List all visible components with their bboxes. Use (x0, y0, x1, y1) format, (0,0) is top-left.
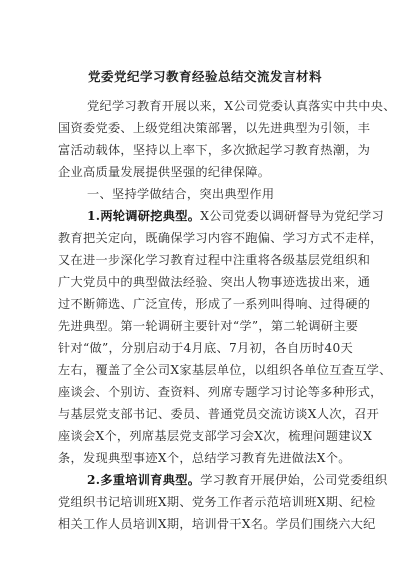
paragraph-line: 党纪学习教育开展以来，X公司党委认真落实中共中央、 (87, 99, 396, 113)
paragraph-line: 企业高质量发展提供坚强的纪律保障。 (58, 165, 271, 179)
paragraph-line: 过不断筛选、广泛宣传，形成了一系列叫得响、过得硬的 (58, 297, 371, 311)
paragraph-line: 先进典型。第一轮调研主要针对“学”，第二轮调研主要 (58, 319, 359, 333)
item-1-text: X公司党委以调研督导为党纪学习 (200, 209, 385, 223)
paragraph-line: 又在进一步深化学习教育过程中注重将各级基层党组织和 (58, 253, 371, 267)
item-1-heading: 1.两轮调研挖典型。 (87, 209, 201, 223)
paragraph-line: 左右，覆盖了全公司X家基层单位，以组织各单位互查互学、 (58, 363, 392, 377)
item-2-line (87, 473, 388, 487)
paragraph-line: 条，发现典型事迹X个，总结学习教育先进做法X个。 (58, 451, 351, 465)
item-1-line (87, 209, 384, 223)
paragraph-line: 富活动载体，坚持以上率下，多次掀起学习教育热潮，为 (58, 143, 371, 157)
paragraph-line: 座谈会X个，列席基层党支部学习会X次，梳理问题建议X (58, 429, 373, 443)
paragraph-line: 教育把关定向，既确保学习内容不跑偏、学习方式不走样， (58, 231, 383, 245)
item-2-heading: 2.多重培训育典型。 (87, 473, 201, 487)
paragraph-line: 国资委党委、上级党组决策部署，以先进典型为引领，丰 (58, 121, 371, 135)
section-heading: 一、坚持学做结合，突出典型作用 (87, 187, 275, 201)
paragraph-line: 广大党员中的典型做法经验、突出人物事迹选拔出来，通 (58, 275, 371, 289)
paragraph-line: 针对“做”，分别启动于4月底、7月初，各自历时40天 (58, 341, 354, 355)
item-2-text: 学习教育开展伊始，公司党委组织 (200, 473, 388, 487)
paragraph-line: 与基层党支部书记、委员、普通党员交流访谈X人次，召开 (58, 407, 380, 421)
document-title: 党委党纪学习教育经验总结交流发言材料 (87, 69, 322, 84)
paragraph-line: 座谈会、个别访、查资料、列席专题学习讨论等多种形式， (58, 385, 383, 399)
paragraph-line: 相关工作人员培训X期，培训骨干X名。学员们围绕六大纪 (58, 517, 376, 531)
paragraph-line: 党组织书记培训班X期、党务工作者示范培训班X期、纪检 (58, 495, 376, 509)
